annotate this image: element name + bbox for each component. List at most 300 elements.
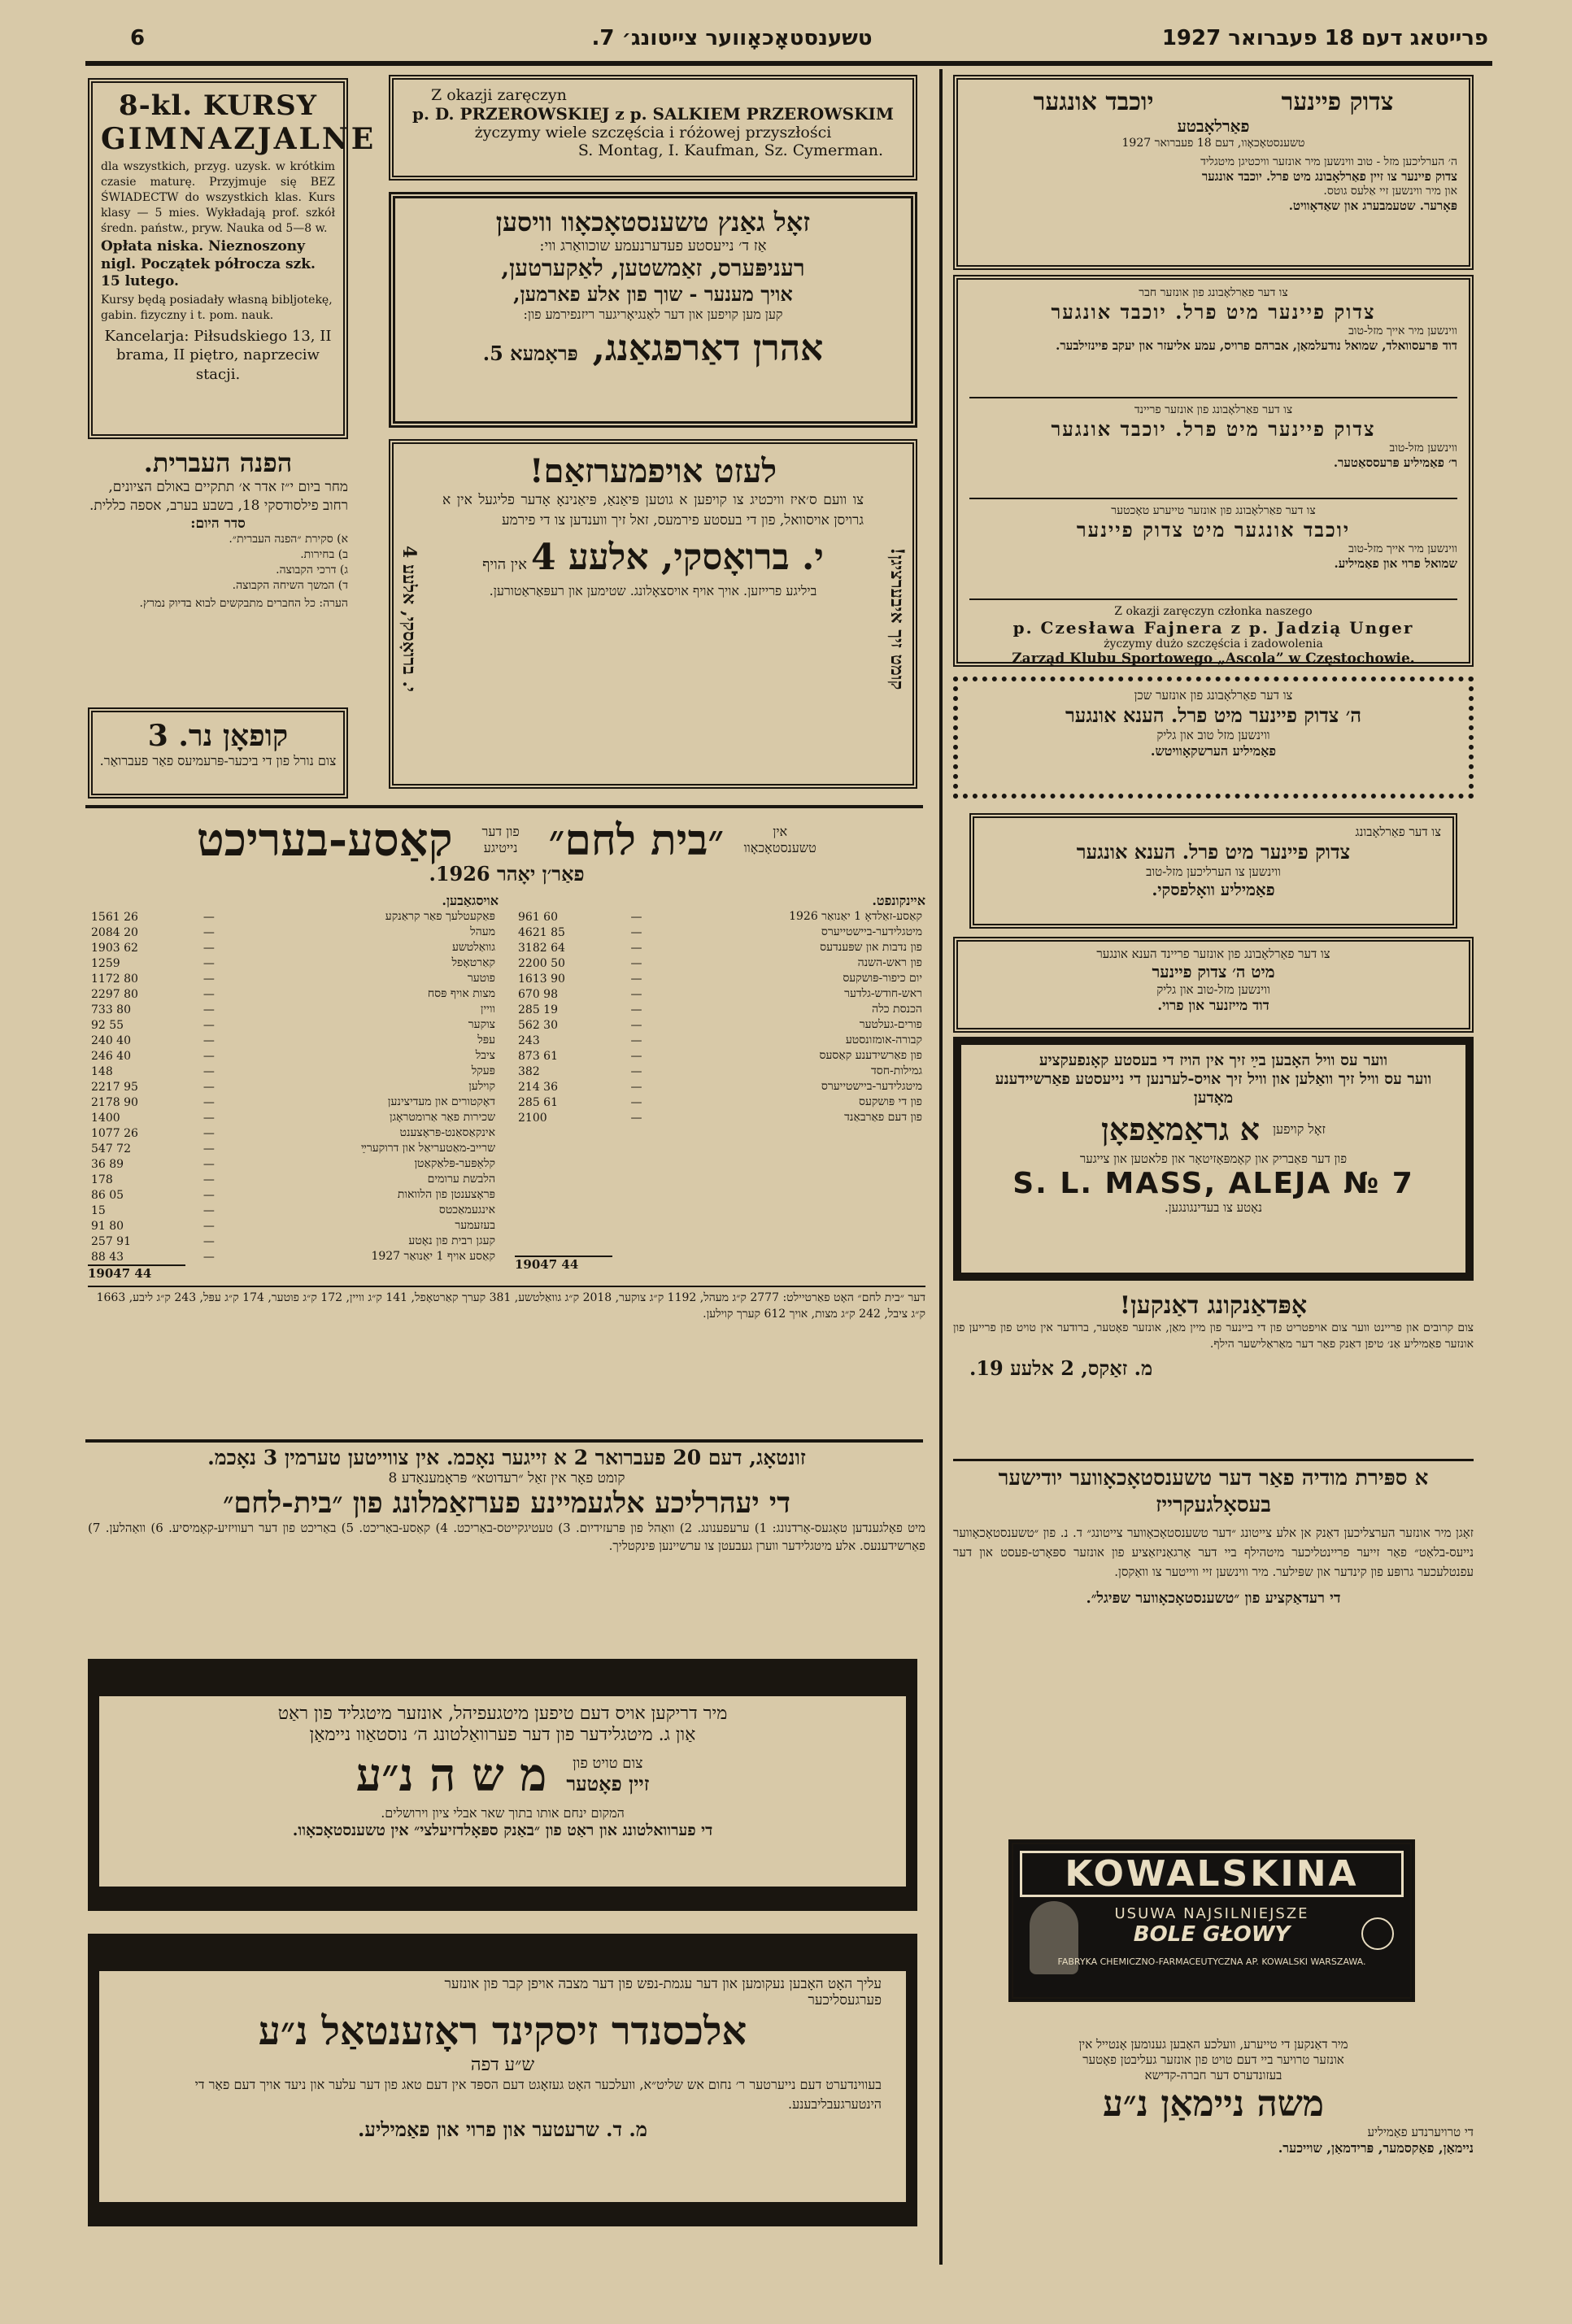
woman-icon <box>1030 1901 1078 1974</box>
thanks-notice <box>953 1291 1474 1454</box>
income-table <box>515 909 925 1125</box>
expense-row-dash: — <box>202 1080 215 1094</box>
expense-row <box>88 1095 499 1110</box>
hapina-agenda-title: סדר היום: <box>190 515 246 532</box>
greeting-2-intro: צו דער פאַרלאָבונג פון אונזער פריינד <box>1134 403 1293 416</box>
expense-row-label: קוילען <box>468 1080 495 1093</box>
expense-row-amount: 148 <box>91 1064 113 1078</box>
income-row-label: קבורה-אומזונסטע <box>845 1034 922 1047</box>
ak-seal-icon <box>1361 1917 1394 1950</box>
expense-row-dash: — <box>202 987 215 1001</box>
kupon-title: קופאָן נר. 3 <box>147 719 289 753</box>
expense-row-dash: — <box>202 1157 215 1171</box>
greeting-4-signer: פאַמיליע הערשקאָוויטש. <box>1150 743 1277 759</box>
expense-row-dash: — <box>202 1049 215 1063</box>
kursy-address: Kancelarja: Piłsudskiego 13, II brama, II piętro, naprzeciw stacji. <box>104 327 332 383</box>
expense-row-dash: — <box>202 1018 215 1032</box>
income-row-amount: 2100 <box>518 1111 547 1125</box>
meeting-line1: זונטאָג, דעם 20 פעברואר 2 א זייגער נאָכמ. אין צווייטען טערמין 3 נאָכמ. <box>207 1446 806 1469</box>
expense-row-label: פוטער <box>467 972 495 985</box>
expense-row-amount: 15 <box>91 1203 106 1217</box>
meeting-notice <box>88 1446 925 1633</box>
pianos-tail: ביליגע פרייזען. אויך אויף אויסצאָלונג. שטימען און רעפּאַראַטורען. <box>489 583 817 599</box>
shoe-ad-address: פּראָמעא 5. <box>482 342 578 365</box>
income-row <box>515 955 925 971</box>
pianos-side-right: קומט זיך איבערציגן! <box>886 547 908 690</box>
greeting-1-names: צדוק פיינער מיט פרל. יוכבד אונגער <box>1051 300 1376 324</box>
expense-row-label: ציבל <box>475 1049 495 1062</box>
rosenthal-line2: פערגעסליכער <box>808 1992 882 2008</box>
final-line3: בעזונדערס דער חברה-קדישא <box>1144 2068 1282 2082</box>
greeting-1-wish: ווינשען מיר אייך מזל-טוב <box>1348 324 1457 337</box>
expense-row-label: פּעקל <box>471 1064 495 1077</box>
hapina-item-2: ב) בחירות. <box>300 547 348 561</box>
expense-row-label: אינגעמאַכטס <box>438 1203 495 1216</box>
expense-row-label: קעגן רבית פון נאָטע <box>408 1234 495 1247</box>
income-row-label: גמילות-חסד <box>871 1064 922 1077</box>
expense-row-amount: 240 40 <box>91 1034 131 1047</box>
greeting-4-intro: צו דער פאַרלאָבונג פון אונזער שכן <box>1134 688 1293 703</box>
expense-row-amount: 1077 26 <box>91 1126 138 1140</box>
expense-row-amount: 2217 95 <box>91 1080 138 1094</box>
expense-total: 19047 44 <box>88 1266 152 1281</box>
expense-row-dash: — <box>202 1188 215 1202</box>
expense-row-label: שרייב-מאַטעריאַל און דרוקערײַ <box>361 1142 495 1155</box>
expense-row-amount: 91 80 <box>91 1219 124 1233</box>
greeting-5-names: צדוק פיינער מיט פרל. הענא אונגער <box>1076 840 1351 864</box>
expense-row <box>88 1141 499 1156</box>
expense-row-dash: — <box>202 1173 215 1186</box>
greeting-3-names: יוכבד אונגער מיט צדוק פיינער <box>1076 518 1351 542</box>
engagement-yiddish <box>953 75 1474 270</box>
income-row <box>515 1017 925 1033</box>
expense-row-dash: — <box>202 1250 215 1264</box>
expense-row-dash: — <box>202 941 215 955</box>
hapina-notice <box>88 447 348 695</box>
greeting-1-intro: צו דער פאַרלאָבונג פון אונזער חבר <box>1139 286 1288 299</box>
greeting-5-wish: ווינשען צו הערליכען מזל-טוב <box>1146 864 1281 879</box>
section-rule <box>85 805 923 808</box>
niemann-line1: מיר דריקען אויס דעם טיפען מיטגעפיהל, אונזער מיטגליד פון ראַט <box>277 1704 728 1724</box>
expense-row <box>88 971 499 986</box>
engagement-greeting: ה׳ הערליכען מזל - טוב ווינשען מיר אונזער וויכטיגן מיטגליד <box>1200 155 1457 168</box>
expense-row <box>88 955 499 971</box>
expense-row-label: הלבשת ערומים <box>427 1173 495 1186</box>
sports-title: א ספּירת מודיה פאַר דער טשענסטאָכאָווער יודישער בעסאָלגעקרייז <box>998 1466 1429 1517</box>
income-row <box>515 1033 925 1048</box>
expense-row <box>88 1110 499 1125</box>
report-title: קאַסע-בעריכט <box>196 813 453 867</box>
income-row-label: מיטגלידער-ביישטייערס <box>821 1080 922 1093</box>
expense-row-label: וויין <box>480 1003 495 1016</box>
greeting-5-signer: פאַמיליע וואָלפסקי. <box>1152 880 1275 899</box>
income-row-amount: 961 60 <box>518 910 558 924</box>
sports-signer: די רעדאַקציע פון ״טשענסטאָכאָווער שפּיגל״. <box>1086 1590 1341 1607</box>
income-row-label: פון ראש-השנה <box>857 956 922 969</box>
shoe-ad-line1: זאָל גאַנץ טשענסטאָכאָוו וויסען <box>495 207 811 237</box>
mass-brand: א גראַמאַפאָן <box>1101 1111 1260 1147</box>
engagement-pl <box>389 75 917 181</box>
greeting-6-names: מיט ה׳ צדוק פיינער <box>1152 962 1275 981</box>
income-row-label: פון נדבות און שפּענדעס <box>820 941 922 954</box>
expense-row-dash: — <box>202 972 215 986</box>
expense-row-amount: 1400 <box>91 1111 120 1125</box>
report-from: פון דער נייטיגע <box>481 824 520 855</box>
expense-row-label: אינקאַסאַנט-פּראָצענט <box>399 1126 495 1139</box>
engagement-pl2-line1: Z okazji zaręczyn członka naszego <box>1114 605 1313 618</box>
kowalskina-slogan1: USUWA NAJSILNIEJSZE <box>1114 1905 1309 1922</box>
expense-row-amount: 1561 26 <box>91 910 138 924</box>
pianos-sub: אין הויף <box>482 556 527 574</box>
income-row-amount: 4621 85 <box>518 925 565 939</box>
income-row-dash: — <box>630 1003 642 1016</box>
expense-row-amount: 547 72 <box>91 1142 131 1155</box>
expense-row <box>88 986 499 1002</box>
income-row-amount: 214 36 <box>518 1080 558 1094</box>
greeting-5-intro: צו דער פאַרלאָבונג <box>1355 825 1441 839</box>
shoe-ad-line4: אויך מענער - שוך פון אלע פארמען, <box>513 282 793 306</box>
page-number: 6 <box>130 26 146 50</box>
income-row-label: מיטגלידער-ביישטייערס <box>821 925 922 938</box>
hapina-note: הערה: כל החברים מתבקשים לבוא בדיוק נמרץ. <box>139 597 348 611</box>
expense-row-label: פּאַקעטלעך פאַר קראַנקע <box>385 910 495 923</box>
niemann-line2: אַון ג. מיטגלידער פון דער פערוואַלטונג ה׳ נוסטאַוו ניימאַן <box>309 1725 696 1745</box>
expense-row <box>88 1017 499 1033</box>
income-row-label: פון די פּושקעס <box>859 1095 922 1108</box>
greeting-3-intro: צו דער פאַרלאָבונג פון אונזער טייערע טאָכטער <box>1111 504 1316 517</box>
kowalskina-slogan2: BOLE GŁOWY <box>1133 1922 1291 1947</box>
engagement-name-right: צדוק פיינער <box>1281 88 1394 116</box>
engagement-wishes: און מיר ווינשען זיי אַלעס גוטס. <box>1323 185 1457 198</box>
greeting-2 <box>969 398 1457 499</box>
expense-row-dash: — <box>202 1095 215 1109</box>
income-row-label: פון פאַרשידענע קאַסעס <box>819 1049 922 1062</box>
expense-table <box>88 909 499 1264</box>
expense-row <box>88 1156 499 1172</box>
income-row-label: הכנסת כלה <box>872 1003 922 1016</box>
expense-row-label: שכירות פאַר אַרומטראָגן <box>389 1111 495 1124</box>
expense-row-dash: — <box>202 956 215 970</box>
greeting-2-names: צדוק פיינער מיט פרל. יוכבד אונגער <box>1051 417 1376 441</box>
pianos-ad <box>389 439 917 789</box>
kowalskina-maker: FABRYKA CHEMICZNO-FARMACEUTYCZNA AP. KOWALSKI WARSZAWA. <box>1057 1956 1366 1967</box>
income-row <box>515 940 925 955</box>
kursy-title-1: 8-kl. KURSY <box>119 89 317 122</box>
greeting-6-intro: צו דער פאַרלאָבונג פון אונזער פריינד הענא אונגער <box>1096 947 1330 961</box>
income-row-dash: — <box>630 1049 642 1063</box>
income-total: 19047 44 <box>515 1257 579 1272</box>
expense-row <box>88 1187 499 1203</box>
income-row <box>515 1110 925 1125</box>
engagement-name-left: יוכבד אונגער <box>1033 88 1154 116</box>
greeting-6-box <box>953 937 1474 1033</box>
thanks-signer: מ. זאַקס, 2 אלעע 19. <box>969 1356 1153 1380</box>
expense-row <box>88 1002 499 1017</box>
niemann-line4: זיין פאָטער <box>566 1771 650 1795</box>
expense-row-amount: 178 <box>91 1173 113 1186</box>
condolence-niemann <box>88 1659 917 1911</box>
header-rule <box>85 61 1492 66</box>
engagement-pl2-line3: życzymy dużo szczęścia i zadowolenia <box>1104 638 1323 651</box>
engagement-pl-line2: p. D. PRZEROWSKIEJ z p. SALKIEM PRZEROWSKIM <box>412 104 894 124</box>
income-row-dash: — <box>630 941 642 955</box>
income-row-dash: — <box>630 925 642 939</box>
expense-row-amount: 92 55 <box>91 1018 124 1032</box>
kowalskina-ad <box>1008 1839 1415 2002</box>
greeting-5-box <box>969 813 1457 929</box>
mass-line2: ווער עס וויל זיך וואַלען און וויל זיך אויס-לערנען די נייעסטע פאַרשיידענע מאָדען <box>995 1070 1432 1107</box>
income-row-amount: 2200 50 <box>518 956 565 970</box>
income-row <box>515 925 925 940</box>
mass-ad <box>953 1037 1474 1281</box>
expense-row-dash: — <box>202 1219 215 1233</box>
engagement-greeting2: צדוק פיינער צו זיין פאַרלאָבונג מיט פרל. יוכבד אונגער <box>1201 169 1457 184</box>
income-row-label: פון דעם פאַרבאַנד <box>844 1111 922 1124</box>
expense-row-amount: 2084 20 <box>91 925 138 939</box>
greeting-6-signer: דוד מייזנער און פרוי. <box>1157 998 1269 1014</box>
shoe-ad-line5: קען מען קויפען און דער לאַנגיאָריגער ריזנפירמע פון: <box>523 307 783 322</box>
shoe-ad-name: אהרן דאַרפגאַנג, <box>592 328 824 369</box>
pianos-side-left: י. ברואָסקי, אלעע 4 <box>398 546 420 692</box>
expense-row-label: קלאַפּער-פּלאַקאַטן <box>414 1157 495 1170</box>
pianos-title: לעזט אויפמערזאַם! <box>529 452 777 490</box>
income-row <box>515 971 925 986</box>
mass-tail: נאָטע צו בעדינגונגען. <box>1164 1200 1263 1215</box>
income-row-dash: — <box>630 1018 642 1032</box>
hapina-text: מחר ביום י״ז אדר א׳ תתקיים באולם הציונים, רחוב פילסודסקי 18, בשבע בערב, אספה כללית. <box>89 479 348 514</box>
mass-company: S. L. MASS, ALEJA № 7 <box>1012 1167 1414 1200</box>
greeting-3 <box>969 499 1457 600</box>
engagement-pl2-line2: p. Czesława Fajnera z p. Jadzią Unger <box>1012 618 1414 638</box>
income-row <box>515 1095 925 1110</box>
final-name: משה ניימאַן נ״ע <box>1102 2083 1325 2125</box>
income-row <box>515 1002 925 1017</box>
engagement-pl-line1: Z okazji zaręczyn <box>431 86 567 104</box>
niemann-name: מ ש ה נ״ע <box>355 1748 547 1802</box>
shoe-ad-line2: אַז ד׳ נייעסטע פעדערנעמע שוכוואַרג ווי: <box>539 237 767 255</box>
expense-row-dash: — <box>202 1234 215 1248</box>
expense-row-label: דאָקטורים און מעדיצינען <box>387 1095 495 1108</box>
income-row-amount: 382 <box>518 1064 540 1078</box>
expense-row-dash: — <box>202 925 215 939</box>
income-row-label: ראש-חודש-גלדער <box>844 987 922 1000</box>
final-family: ניימאַן, פאַקסמער, פּרידמאַן, שוייכער. <box>1278 2140 1474 2156</box>
greeting-2-wish: ווינשען מזל-טוב <box>1389 442 1457 455</box>
greeting-1 <box>969 286 1457 398</box>
thanks-body: צום קרובים און פריינט ווער צום אויפטריט פון די ביינער פון מיין מאַן, אונזער פאָטער, ברודער אין טויט פון פרייען פון אונזער פאַמיליע אַנ׳ טיפן דאַנק פאַר דער מאַראַלישער הילף. <box>953 1321 1474 1351</box>
greeting-3-signer: שמואל פרוי און פאַמיליע. <box>1334 556 1457 571</box>
kupon-text: צום נורל פון די ביכער-פּרעמיעס פאַר פעברואַר. <box>99 753 337 768</box>
expense-row-dash: — <box>202 1064 215 1078</box>
niemann-signer: די פערוואלטונג און ראַט פון ״באַנק ספּאָלדזיעלצי״ אין טשענסטאָכאָוו. <box>292 1821 713 1839</box>
expense-row-amount: 257 91 <box>91 1234 131 1248</box>
condolence-rosenthal <box>88 1934 917 2226</box>
expense-row-amount: 36 89 <box>91 1157 124 1171</box>
date-line: פרייטאג דעם 18 פעברואר 1927 <box>1161 26 1488 50</box>
income-row-dash: — <box>630 910 642 924</box>
expense-row-amount: 2297 80 <box>91 987 138 1001</box>
final-line2: אונזער טרויער ביי דעם טויט פון אונזער געליבטן פאָטער <box>1082 2052 1344 2067</box>
greeting-6-wish: ווינשען מזל-טוב און גליק <box>1156 982 1270 997</box>
sports-thanks <box>953 1465 1474 1847</box>
expense-row <box>88 1079 499 1095</box>
rosenthal-line1: עליך האָט האָבען נעקומען און דער עגמת-נפש פון דער מצבה אויפן קבר פון אונזער <box>444 1976 882 1992</box>
sports-body: זאָגן מיר אונזער הערצליכען דאַנק אן אלע צייטונג ״דער טשענסטאָכאָווער צייטונג״ ד. נ. פון ״טשענסטאָכאָווער נייעס-בלאַט״ פאַר זייער פריינטליכער מיטהילף ביי דער אָרגאַניזאַציע פון אונזער ספּאָרט-פעסט און דער עפנטלעכער גרופּע פון קינדער און שפּילער. מיר ווינשען זיי ווייטער צו וואַקסן. <box>953 1525 1474 1579</box>
expense-row-dash: — <box>202 1034 215 1047</box>
section-rule-2 <box>85 1439 923 1443</box>
thanks-title: אָפּדאַנקונג דאַנקען! <box>1119 1291 1308 1320</box>
income-header: איינקונפט. <box>872 893 925 908</box>
engagement-pl-signers: S. Montag, I. Kaufman, Sz. Cymerman. <box>577 141 883 159</box>
expense-row-dash: — <box>202 1126 215 1140</box>
report-year: פאַר׳ן יאָהר 1926. <box>429 862 585 886</box>
engagement-signer: פּאָרער. שטעמבערג און שאַדאָוויט. <box>1288 198 1457 213</box>
shoe-ad-line3: רעניפּערס, זאַמשטען, לאַקערטען, <box>501 255 805 281</box>
report-city: אין טשענסטאָכאָוו <box>743 824 816 855</box>
income-row-label: פורים-געלטער <box>859 1018 922 1031</box>
expense-row <box>88 1033 499 1048</box>
kursy-fee: Opłata niska. Nieznoszony nigl. Początek półrocza szk. 15 lutego. <box>101 238 316 289</box>
final-signer: די טרויערנדע פאַמיליע <box>1367 2125 1474 2139</box>
income-row-amount: 285 61 <box>518 1095 558 1109</box>
engagement-pl2-signer: Zarząd Klubu Sportowego „Ascola” w Częstochowie. <box>1012 651 1415 667</box>
income-row-dash: — <box>630 1034 642 1047</box>
expense-row <box>88 1172 499 1187</box>
expense-row-dash: — <box>202 910 215 924</box>
mass-line4: פון דער פאַבריק און קאָמפּאָזיטאָר און פלאטען און צייגער <box>1079 1151 1348 1166</box>
niemann-line3: צום טויט פון <box>573 1754 643 1772</box>
expense-row <box>88 940 499 955</box>
hapina-item-4: ד) המשך השיחה הקבוצה. <box>232 578 348 592</box>
expense-row-dash: — <box>202 1203 215 1217</box>
beit-lechem-report <box>88 813 925 1415</box>
expense-row <box>88 1048 499 1064</box>
engagement-place-date: טשענסטאָכאָוו, דעם 18 פעברואר 1927 <box>1121 137 1305 150</box>
niemann-blessing: המקום ינחם אותו בתוך שאר אבלי ציון וירושלים. <box>381 1805 625 1821</box>
income-row <box>515 1079 925 1095</box>
engagement-label: פאַרלאָבטע <box>1177 116 1250 136</box>
expense-row <box>88 909 499 925</box>
kursy-title-2: GIMNAZJALNE <box>101 122 377 156</box>
income-row-dash: — <box>630 987 642 1001</box>
expense-row-label: מצות אויף פּסח <box>427 987 495 1000</box>
meeting-line2: קומט פאָר אין זאַל ״רעדוטא״ פּראָמענאַדע 8 <box>388 1470 625 1486</box>
expense-row-label: קאַרטאָפל <box>451 956 495 969</box>
income-row <box>515 1064 925 1079</box>
income-row <box>515 986 925 1002</box>
final-line1: מיר דאַנקען די טייערע, וועלכע האָבען גענומען אָנטייל אין <box>1078 2037 1348 2052</box>
column-divider <box>939 69 943 2265</box>
income-row-amount: 243 <box>518 1034 540 1047</box>
greetings-stack <box>953 275 1474 667</box>
expense-row <box>88 1203 499 1218</box>
kursy-body: dla wszystkich, przyg. uzysk. w krótkim czasie maturę. Przyjmuje się BEZ ŚWIADECTW do wszystkich klas. Kurs klasy — 5 mies. Wykładają prof. szkół średn. państw., pryw. Nauka od 5—8 w. <box>101 160 335 235</box>
paper-title: טשענסטאָכאָווער צייטונג׳ 7. <box>591 26 873 50</box>
expense-row <box>88 1218 499 1234</box>
meeting-title: די יעהרליכע אלגעמיינע פערזאַמלונג פון ״בית-לחם״ <box>223 1486 790 1520</box>
rosenthal-signer: מ. ד. שרעטער און פרוי און פאַמיליע. <box>358 2117 647 2141</box>
expense-row-amount: 733 80 <box>91 1003 131 1016</box>
kursy-library: Kursy będą posiadały własną bibljotekę, gabin. fizyczny i t. pom. nauk. <box>101 294 333 323</box>
pianos-body: צו וועם ס׳איז וויכטיג צו קויפען א גוטען פּיאַנאַ, פּיאַנינאָ אָדער פליגעל אין א גרויסן אויסוואל, פון די בעסטע פירמעס, זאל זיך ווענדען צו די פירמע <box>442 492 864 529</box>
greeting-3-wish: ווינשען מיר אייך מזל-טוב <box>1348 542 1457 555</box>
expense-row <box>88 925 499 940</box>
expense-row-amount: 1903 62 <box>91 941 138 955</box>
report-footnote: דער ״בית לחם״ האָט פאַרטיילט: 2777 ק״ג מעהל, 1192 ק״ג צוקער, 2018 ק״ג גוואַלטשע, 381 קערך קאַרטאָפל, 141 ק״ג וויין, 172 ק״ג פוטער, 174 ק״ג עפּל, 243 ק״ג ליבע, 1663 ק״ג ציבל, 242 ק״ג מצות, אויך 612 קערך קוילען. <box>88 1286 925 1322</box>
hapina-title: הפנה העברית. <box>143 447 293 478</box>
expense-row-amount: 1172 80 <box>91 972 138 986</box>
income-row-amount: 873 61 <box>518 1049 558 1063</box>
expense-row-dash: — <box>202 1003 215 1016</box>
greeting-4-box <box>953 677 1474 799</box>
expense-row-amount: 1259 <box>91 956 120 970</box>
income-row-label: קאַסע-זאַלדאָ 1 יאַנואַר 1926 <box>789 910 922 923</box>
kowalskina-brand: KOWALSKINA <box>1020 1851 1404 1897</box>
expense-row <box>88 1249 499 1264</box>
expense-header: אויסגאַבען. <box>442 893 499 908</box>
expense-row-label: עפּל <box>477 1034 495 1047</box>
income-row-dash: — <box>630 1095 642 1109</box>
expense-row-label: בעזעמער <box>455 1219 495 1232</box>
expense-row-label: צוקער <box>468 1018 495 1031</box>
report-org: ״בית לחם״ <box>548 815 725 865</box>
greeting-4-names: ה׳ צדוק פיינער מיט פרל. הענא אונגער <box>1065 703 1362 727</box>
income-row-amount: 670 98 <box>518 987 558 1001</box>
expense-row-label: קאַסע אויף 1 יאַנואַר 1927 <box>371 1250 495 1263</box>
mass-line1: ווער עס וויל האָבען בײַ זיך אין הויז די בעסטע קאָנפעקציע <box>1039 1051 1388 1069</box>
condolence-final <box>953 2037 1474 2232</box>
expense-row-label: פּראָצענטן פון הלוואות <box>397 1188 495 1201</box>
rosenthal-line3: ש״ע דפה <box>470 2055 535 2075</box>
income-row-dash: — <box>630 972 642 986</box>
income-row-dash: — <box>630 1080 642 1094</box>
greeting-2-signer: ר׳ פאַמיליע פּרעססאַטער. <box>1333 455 1457 470</box>
expense-row-dash: — <box>202 1142 215 1155</box>
hapina-item-1: א) סקירת ״הפנה העברית״. <box>229 532 348 546</box>
kursy-ad <box>88 78 377 439</box>
income-row-label: יום כיפור-פּושקעס <box>843 972 922 985</box>
pianos-company: י. ברואָסקי, אלעע 4 <box>531 537 824 579</box>
expense-row-amount: 246 40 <box>91 1049 131 1063</box>
greeting-1-signer: דוד פּרעסוואלד, שמואל נודעלמאַן, אברהם פרויס, עמע אליעזר און יעקב פיינזילבער. <box>1056 338 1457 353</box>
expense-row-amount: 86 05 <box>91 1188 124 1202</box>
shoe-ad <box>389 192 917 428</box>
income-row-amount: 1613 90 <box>518 972 565 986</box>
expense-row-amount: 88 43 <box>91 1250 124 1264</box>
right-rule <box>953 1459 1474 1461</box>
kupon-box <box>88 707 348 799</box>
hapina-item-3: ג) דרכי הקבוצה. <box>276 563 348 577</box>
income-row-amount: 3182 64 <box>518 941 565 955</box>
rosenthal-body: בעווינדערט דעם נייערטער ר׳ נחום אש שליט״א, וועלכער האָט געזאָגט דעם הספּד אין דעם טאג פון דער עלער און ניעד אויך דעם פאַר די הינטערגעבליבענע. <box>194 2077 882 2112</box>
expense-row-label: מעהל <box>470 925 495 938</box>
income-row-dash: — <box>630 956 642 970</box>
income-row <box>515 909 925 925</box>
income-row <box>515 1048 925 1064</box>
income-row-amount: 562 30 <box>518 1018 558 1032</box>
engagement-pl-line3: życzymy wiele szczęścia i różowej przyszłości <box>474 124 832 141</box>
mass-line3: זאָל קויפען <box>1272 1121 1326 1137</box>
income-row-dash: — <box>630 1064 642 1078</box>
greeting-4-wish: ווינשען מזל טוב און גליק <box>1156 728 1270 742</box>
rosenthal-name: אלכסנדר זיסקינד ראָזענטאַל נ״ע <box>258 2008 747 2054</box>
expense-row-label: גוואַלטשע <box>451 941 495 954</box>
expense-row-dash: — <box>202 1111 215 1125</box>
meeting-agenda: מיט פאָלגענדען טאָגעס-אָרדנונג: 1) ערעפענונג. 2) וואַהל פון פּרעזידיום. 3) טעטיגקייטס-באַריכט. 4) קאַסע-באַריכט. 5) באַריכט פון דער רעוויזיע-קאָמיסיע. 6) וואַהלען. 7) פאַרשידענעס. אלע מיטגלידער ווערן געבעטן צו ערשיינען פּינקטליך. <box>88 1521 926 1553</box>
expense-row <box>88 1234 499 1249</box>
expense-row <box>88 1064 499 1079</box>
engagement-pl2 <box>969 600 1457 667</box>
